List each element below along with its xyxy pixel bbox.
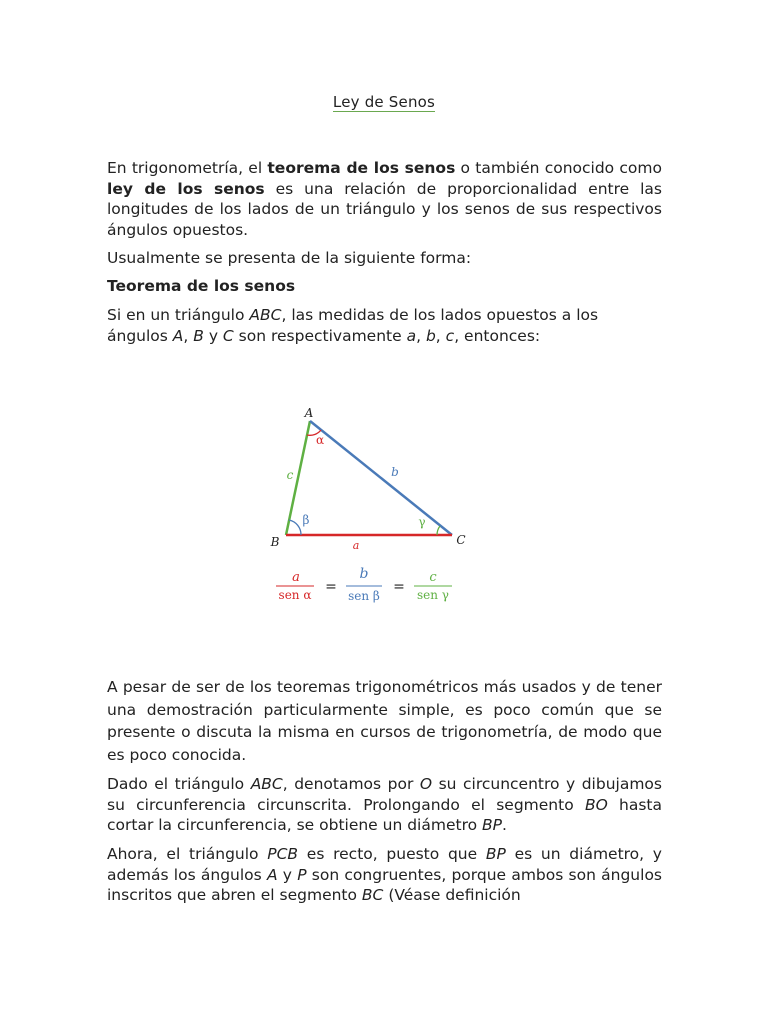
text-span: y bbox=[277, 865, 298, 884]
triangle-diagram bbox=[255, 400, 475, 615]
text-span: Ahora, el triángulo bbox=[107, 845, 268, 863]
italic-term: ABC bbox=[249, 306, 282, 324]
italic-term: A bbox=[266, 865, 278, 884]
equals-sign-1: = bbox=[325, 579, 337, 595]
page-title bbox=[0, 93, 768, 111]
triangle-figure bbox=[255, 400, 475, 615]
side-b-label: b bbox=[391, 465, 399, 479]
angle-beta-arc bbox=[289, 520, 301, 535]
text-span: . bbox=[502, 816, 507, 834]
text-span: y bbox=[203, 326, 223, 345]
proof-paragraph-1 bbox=[107, 774, 662, 836]
text-span: Si en un triángulo bbox=[107, 306, 250, 324]
italic-term: BP bbox=[485, 845, 506, 863]
formula-denominator-alpha: sen α bbox=[278, 588, 312, 602]
vertex-b-label: B bbox=[270, 535, 280, 549]
formula-numerator-b: b bbox=[359, 566, 369, 582]
context-paragraph: A pesar de ser de los teoremas trigonométricos más usados y de tener una demostración particularmente simple, es poco común que se presente o discuta la misma en cursos de trigonometría, de modo que es poco conocida. bbox=[107, 678, 662, 764]
usage-paragraph: Usualmente se presenta de la siguiente forma: bbox=[107, 249, 472, 267]
theorem-paragraph bbox=[107, 305, 662, 346]
formula-numerator-a: a bbox=[292, 570, 300, 585]
text-span: En trigonometría, el bbox=[107, 159, 268, 177]
vertex-a-label: A bbox=[304, 406, 314, 420]
law-of-sines-formula bbox=[276, 566, 452, 603]
italic-term: PCB bbox=[267, 845, 299, 863]
text-span: , bbox=[435, 326, 446, 345]
text-span: son congruentes, porque ambos son ángulos inscritos que abren el segmento bbox=[107, 865, 663, 904]
formula-denominator-gamma: sen γ bbox=[417, 588, 449, 602]
text-span: , entonces: bbox=[454, 326, 541, 345]
text-span: su circuncentro y dibujamos su circunferencia circunscrita. Prolongando el segmento bbox=[107, 775, 662, 814]
side-a-label: a bbox=[352, 539, 360, 552]
text-span: hasta cortar la circunferencia, se obtiene un diámetro bbox=[107, 795, 663, 834]
equals-sign-2: = bbox=[393, 579, 405, 595]
formula-numerator-c: c bbox=[429, 570, 437, 585]
text-span: es recto, puesto que bbox=[298, 845, 486, 863]
theorem-heading: Teorema de los senos bbox=[107, 277, 296, 295]
text-span: , las medidas de los lados opuestos a los ángulos bbox=[107, 306, 599, 345]
italic-term: P bbox=[297, 865, 307, 884]
text-span: , bbox=[183, 326, 194, 345]
side-b-line bbox=[310, 421, 452, 535]
vertex-c-label: C bbox=[456, 533, 466, 547]
angle-alpha-label: α bbox=[315, 433, 325, 447]
italic-term: a bbox=[406, 326, 417, 345]
angle-gamma-label: γ bbox=[418, 515, 426, 529]
text-span: (Véase definición bbox=[383, 886, 521, 904]
italic-term: c bbox=[445, 326, 455, 345]
angle-beta-label: β bbox=[302, 513, 310, 527]
italic-term: A bbox=[172, 326, 184, 345]
italic-term: O bbox=[419, 775, 433, 793]
text-span: es un diámetro, y además los ángulos bbox=[107, 845, 662, 884]
proof-paragraph-2 bbox=[107, 844, 662, 906]
text-span: Dado el triángulo bbox=[107, 775, 251, 793]
text-span: es una relación de proporcionalidad entre las longitudes de los lados de un triángulo y los senos de sus respectivos ángulos opuestos. bbox=[107, 179, 662, 239]
bold-term: ley de los senos bbox=[107, 179, 265, 198]
italic-term: ABC bbox=[250, 775, 283, 793]
italic-term: b bbox=[425, 326, 436, 345]
italic-term: C bbox=[222, 326, 234, 345]
italic-term: B bbox=[193, 326, 204, 345]
italic-term: BO bbox=[584, 795, 608, 814]
text-span: , bbox=[416, 326, 426, 345]
intro-paragraph bbox=[107, 158, 662, 240]
angle-gamma-arc bbox=[437, 526, 440, 535]
text-span: , denotamos por bbox=[282, 775, 420, 793]
italic-term: BC bbox=[361, 886, 384, 904]
title-text: Ley de Senos bbox=[332, 93, 436, 111]
text-span: o también conocido como bbox=[455, 159, 662, 177]
italic-term: BP bbox=[482, 816, 503, 834]
side-c-label: c bbox=[286, 468, 294, 482]
formula-denominator-beta: sen β bbox=[348, 589, 380, 603]
text-span: son respectivamente bbox=[233, 326, 407, 345]
bold-term: teorema de los senos bbox=[267, 159, 456, 177]
